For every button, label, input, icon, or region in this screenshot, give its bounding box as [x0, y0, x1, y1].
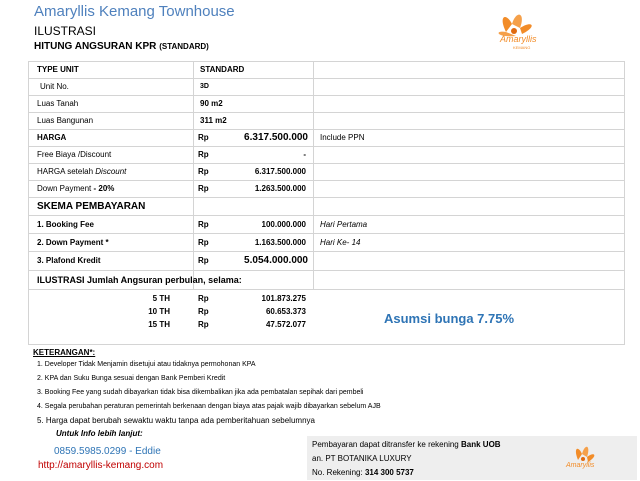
discount-value: -	[303, 150, 306, 159]
heading-suffix: (STANDARD)	[159, 42, 209, 51]
type-unit-label: TYPE UNIT	[37, 65, 79, 74]
currency-label: Rp	[198, 256, 209, 265]
price-label: HARGA	[37, 133, 67, 142]
note-item: 5. Harga dapat berubah sewaktu waktu tanpa ada pemberitahuan sebelumnya	[37, 416, 315, 425]
logo-subtext: KEMANG	[513, 45, 531, 50]
note-item: 2. KPA dan Suku Bunga sesuai dengan Bank Pemberi Kredit	[37, 375, 226, 382]
unit-no-label: Unit No.	[40, 82, 69, 91]
down-payment-text: Down Payment	[37, 184, 92, 193]
gridline	[28, 129, 625, 130]
page-heading	[34, 41, 209, 52]
gridline	[28, 146, 625, 147]
installment-title: ILUSTRASI Jumlah Angsuran perbulan, selama:	[37, 275, 242, 285]
installment-value: 47.572.077	[265, 320, 306, 329]
down-payment-percent: - 20%	[93, 184, 115, 193]
heading-text: HITUNG ANGSURAN KPR	[34, 41, 157, 52]
logo-text: Amaryllis	[566, 462, 595, 469]
bank-account-holder: an. PT BOTANIKA LUXURY	[312, 454, 412, 463]
currency-label: Rp	[198, 133, 209, 142]
currency-label: Rp	[198, 167, 209, 176]
brand-logo-small	[560, 440, 616, 476]
flower-icon	[560, 440, 616, 476]
currency-label: Rp	[198, 238, 209, 247]
interest-note: Asumsi bunga 7.75%	[384, 311, 515, 326]
gridline	[28, 344, 625, 345]
scheme-row-note: Hari Pertama	[320, 220, 368, 229]
gridline	[28, 163, 625, 164]
gridline	[28, 270, 625, 271]
gridline	[28, 251, 625, 252]
gridline	[193, 61, 194, 289]
gridline	[28, 180, 625, 181]
bank-account-number: 314 300 5737	[364, 468, 414, 477]
bank-line-1	[312, 440, 501, 449]
building-area-value: 311 m2	[200, 116, 227, 125]
price-note: Include PPN	[320, 133, 365, 142]
down-payment-value: 1.263.500.000	[254, 184, 306, 193]
currency-label: Rp	[198, 150, 209, 159]
info-label: Untuk Info lebih lanjut:	[56, 429, 143, 438]
scheme-row-label: 1. Booking Fee	[37, 220, 94, 229]
installment-value: 60.653.373	[265, 307, 306, 316]
gridline	[28, 95, 625, 96]
page-subtitle: ILUSTRASI	[34, 24, 97, 38]
land-area-label: Luas Tanah	[37, 99, 79, 108]
currency-label: Rp	[198, 294, 209, 303]
gridline	[28, 112, 625, 113]
currency-label: Rp	[198, 320, 209, 329]
gridline	[28, 61, 29, 344]
notes-title: KETERANGAN*:	[33, 348, 96, 357]
gridline	[28, 78, 625, 79]
unit-no-value: 3D	[200, 83, 209, 90]
discount-label: Free Biaya /Discount	[37, 150, 112, 159]
bank-line-3	[312, 468, 414, 477]
down-payment-label	[37, 184, 114, 193]
brand-logo	[476, 6, 566, 52]
note-item: 1. Developer Tidak Menjamin disetujui atau tidaknya permohonan KPA	[37, 361, 256, 368]
installment-term: 15 TH	[148, 320, 170, 329]
after-discount-value: 6.317.500.000	[254, 167, 306, 176]
gridline	[28, 233, 625, 234]
currency-label: Rp	[198, 184, 209, 193]
installment-value: 101.873.275	[261, 294, 306, 303]
gridline	[28, 215, 625, 216]
gridline	[28, 197, 625, 198]
project-title: Amaryllis Kemang Townhouse	[34, 3, 235, 20]
note-item: 3. Booking Fee yang sudah dibayarkan tidak bisa dikembalikan jika ada pembatalan sepihak dari pembeli	[37, 389, 364, 396]
building-area-label: Luas Bangunan	[37, 116, 94, 125]
scheme-title: SKEMA PEMBAYARAN	[37, 201, 146, 212]
installment-term: 5 TH	[152, 294, 170, 303]
bank-account-label: No. Rekening:	[312, 468, 363, 477]
after-discount-text: HARGA setelah	[37, 167, 94, 176]
scheme-row-value: 5.054.000.000	[244, 255, 308, 266]
currency-label: Rp	[198, 220, 209, 229]
after-discount-italic: Discount	[95, 167, 127, 176]
gridline	[313, 61, 314, 289]
bank-name: Bank UOB	[461, 440, 501, 449]
price-value: 6.317.500.000	[244, 132, 308, 143]
gridline	[624, 61, 625, 344]
scheme-row-note: Hari Ke- 14	[320, 238, 361, 247]
note-item: 4. Segala perubahan peraturan pemerintah berkenaan dengan biaya atas pajak wajib dibayarkan sebelum AJB	[37, 403, 381, 410]
scheme-row-value: 1.163.500.000	[254, 238, 306, 247]
type-unit-value: STANDARD	[200, 65, 245, 74]
scheme-row-value: 100.000.000	[261, 220, 306, 229]
logo-text: Amaryllis	[500, 34, 537, 44]
after-discount-label	[37, 167, 126, 176]
installment-term: 10 TH	[148, 307, 170, 316]
scheme-row-label: 2. Down Payment *	[37, 238, 109, 247]
scheme-row-label: 3. Plafond Kredit	[37, 256, 101, 265]
website-link[interactable]: http://amaryllis-kemang.com	[38, 460, 164, 471]
land-area-value: 90 m2	[200, 99, 223, 108]
gridline	[28, 289, 625, 290]
gridline	[28, 61, 625, 62]
currency-label: Rp	[198, 307, 209, 316]
bank-transfer-text: Pembayaran dapat ditransfer ke rekening	[312, 440, 459, 449]
contact-phone: 0859.5985.0299 - Eddie	[54, 446, 161, 457]
